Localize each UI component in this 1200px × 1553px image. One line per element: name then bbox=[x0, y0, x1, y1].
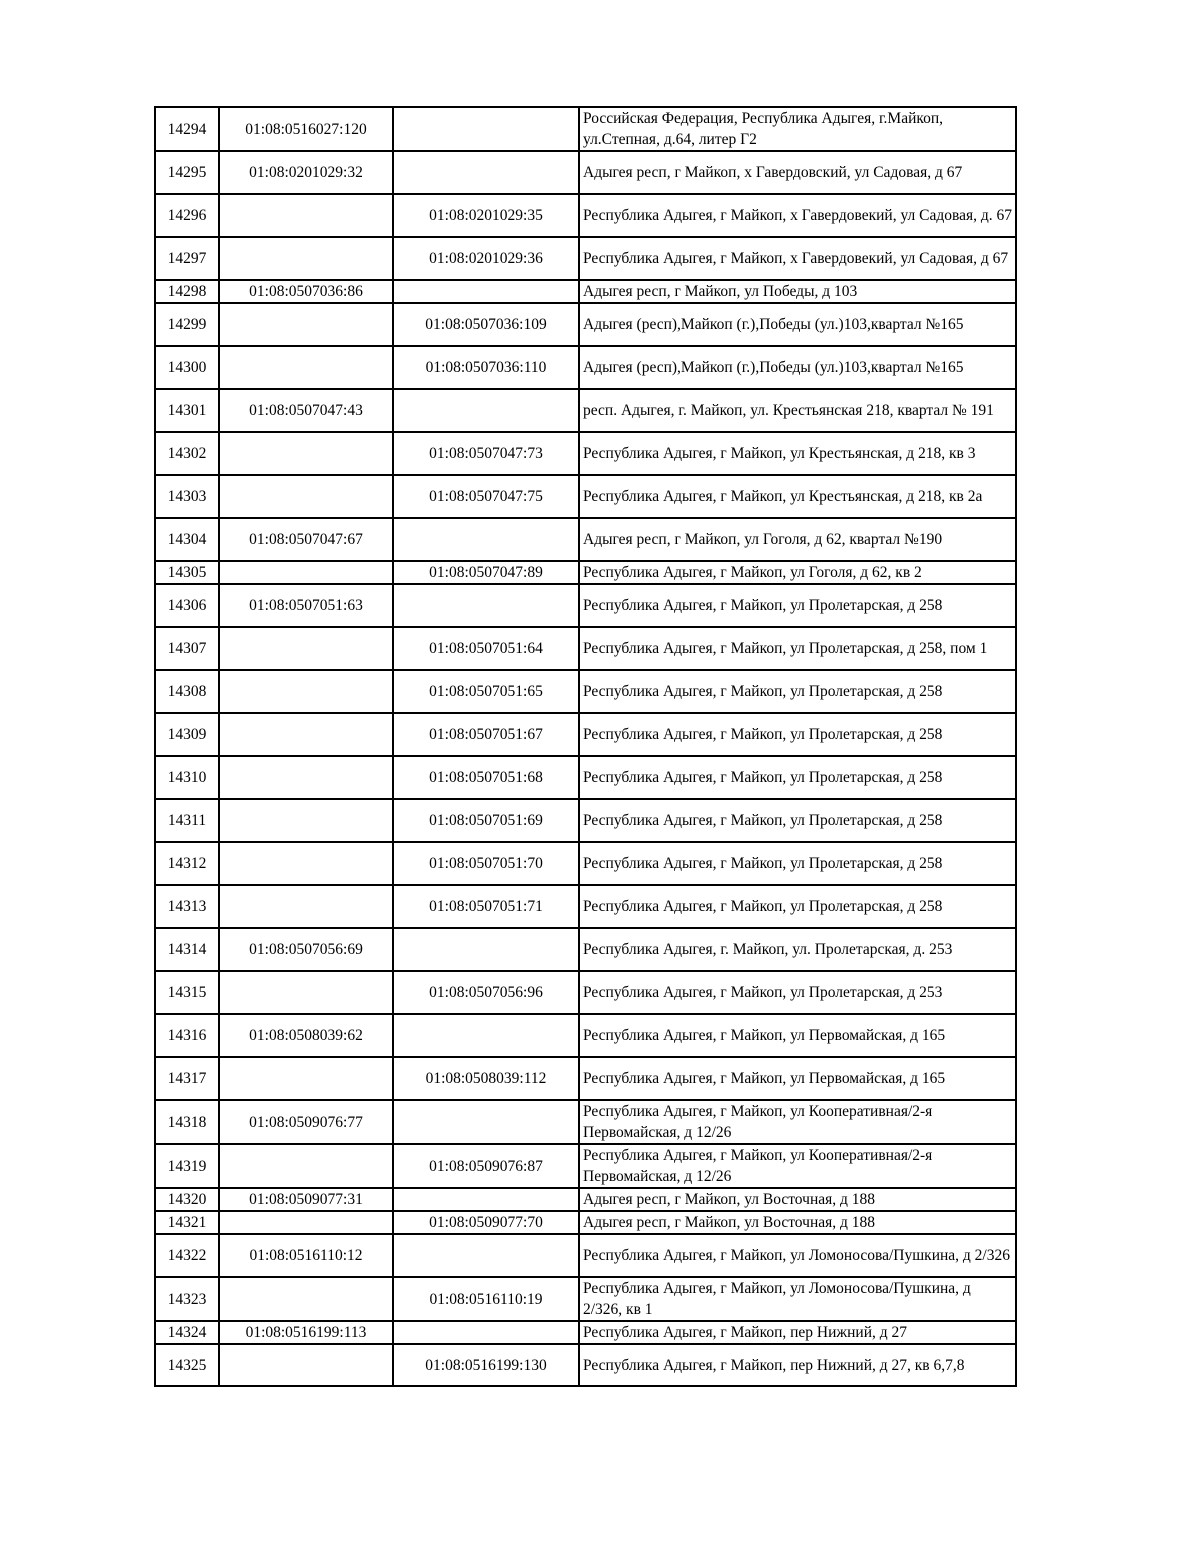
address-cell: Адыгея (респ),Майкоп (г.),Победы (ул.)103,квартал №165 bbox=[579, 303, 1016, 346]
address-cell: Республика Адыгея, г Майкоп, ул Пролетарская, д 258 bbox=[579, 885, 1016, 928]
table-row bbox=[155, 885, 1016, 928]
building-cadastral-number-cell bbox=[393, 584, 579, 627]
building-cadastral-number-cell: 01:08:0507051:68 bbox=[393, 756, 579, 799]
row-number-cell: 14304 bbox=[155, 518, 219, 561]
row-number-cell: 14310 bbox=[155, 756, 219, 799]
address-cell: Республика Адыгея, г Майкоп, х Гавердовекий, ул Садовая, д 67 bbox=[579, 237, 1016, 280]
table-row bbox=[155, 194, 1016, 237]
land-cadastral-number-cell: 01:08:0507047:43 bbox=[219, 389, 393, 432]
land-cadastral-number-cell: 01:08:0516199:113 bbox=[219, 1321, 393, 1344]
address-cell: Республика Адыгея, г Майкоп, ул Кооперативная/2-я Первомайская, д 12/26 bbox=[579, 1144, 1016, 1188]
address-cell: Республика Адыгея, г Майкоп, ул Гоголя, д 62, кв 2 bbox=[579, 561, 1016, 584]
building-cadastral-number-cell: 01:08:0507051:67 bbox=[393, 713, 579, 756]
table-row bbox=[155, 713, 1016, 756]
building-cadastral-number-cell bbox=[393, 1321, 579, 1344]
land-cadastral-number-cell bbox=[219, 842, 393, 885]
table-row bbox=[155, 799, 1016, 842]
row-number-cell: 14306 bbox=[155, 584, 219, 627]
row-number-cell: 14320 bbox=[155, 1188, 219, 1211]
address-cell: Республика Адыгея, г Майкоп, ул Крестьянская, д 218, кв 3 bbox=[579, 432, 1016, 475]
land-cadastral-number-cell bbox=[219, 237, 393, 280]
land-cadastral-number-cell bbox=[219, 561, 393, 584]
land-cadastral-number-cell bbox=[219, 303, 393, 346]
table-row bbox=[155, 1211, 1016, 1234]
address-cell: Республика Адыгея, г Майкоп, ул Пролетарская, д 258, пом 1 bbox=[579, 627, 1016, 670]
row-number-cell: 14322 bbox=[155, 1234, 219, 1277]
address-cell: Республика Адыгея, г Майкоп, ул Пролетарская, д 258 bbox=[579, 584, 1016, 627]
row-number-cell: 14309 bbox=[155, 713, 219, 756]
address-cell: Республика Адыгея, г Майкоп, ул Пролетарская, д 258 bbox=[579, 842, 1016, 885]
table-row bbox=[155, 670, 1016, 713]
land-cadastral-number-cell bbox=[219, 885, 393, 928]
table-body bbox=[155, 107, 1016, 1386]
row-number-cell: 14325 bbox=[155, 1344, 219, 1386]
row-number-cell: 14294 bbox=[155, 107, 219, 151]
address-cell: Республика Адыгея, г Майкоп, пер Нижний, д 27 bbox=[579, 1321, 1016, 1344]
address-cell: Адыгея респ, г Майкоп, ул Победы, д 103 bbox=[579, 280, 1016, 303]
table-row bbox=[155, 1014, 1016, 1057]
land-cadastral-number-cell bbox=[219, 475, 393, 518]
table-row bbox=[155, 518, 1016, 561]
table-row bbox=[155, 151, 1016, 194]
table-row bbox=[155, 627, 1016, 670]
land-cadastral-number-cell bbox=[219, 627, 393, 670]
address-cell: респ. Адыгея, г. Майкоп, ул. Крестьянская 218, квартал № 191 bbox=[579, 389, 1016, 432]
table-row bbox=[155, 584, 1016, 627]
table-row bbox=[155, 475, 1016, 518]
building-cadastral-number-cell: 01:08:0201029:35 bbox=[393, 194, 579, 237]
table-row bbox=[155, 389, 1016, 432]
land-cadastral-number-cell: 01:08:0507056:69 bbox=[219, 928, 393, 971]
building-cadastral-number-cell bbox=[393, 928, 579, 971]
table-row bbox=[155, 756, 1016, 799]
building-cadastral-number-cell: 01:08:0507047:75 bbox=[393, 475, 579, 518]
land-cadastral-number-cell bbox=[219, 1277, 393, 1321]
building-cadastral-number-cell bbox=[393, 389, 579, 432]
address-cell: Республика Адыгея, г Майкоп, ул Пролетарская, д 258 bbox=[579, 670, 1016, 713]
table-row bbox=[155, 1144, 1016, 1188]
building-cadastral-number-cell: 01:08:0507047:73 bbox=[393, 432, 579, 475]
address-cell: Республика Адыгея, г Майкоп, ул Крестьянская, д 218, кв 2а bbox=[579, 475, 1016, 518]
land-cadastral-number-cell: 01:08:0509077:31 bbox=[219, 1188, 393, 1211]
row-number-cell: 14307 bbox=[155, 627, 219, 670]
land-cadastral-number-cell bbox=[219, 346, 393, 389]
building-cadastral-number-cell bbox=[393, 1014, 579, 1057]
address-cell: Республика Адыгея, г Майкоп, ул Пролетарская, д 258 bbox=[579, 713, 1016, 756]
address-cell: Республика Адыгея, г Майкоп, ул Первомайская, д 165 bbox=[579, 1014, 1016, 1057]
building-cadastral-number-cell bbox=[393, 151, 579, 194]
table-row bbox=[155, 1188, 1016, 1211]
building-cadastral-number-cell bbox=[393, 518, 579, 561]
building-cadastral-number-cell bbox=[393, 280, 579, 303]
address-cell: Республика Адыгея, г Майкоп, ул Пролетарская, д 253 bbox=[579, 971, 1016, 1014]
address-cell: Адыгея респ, г Майкоп, х Гавердовский, ул Садовая, д 67 bbox=[579, 151, 1016, 194]
building-cadastral-number-cell: 01:08:0516110:19 bbox=[393, 1277, 579, 1321]
row-number-cell: 14317 bbox=[155, 1057, 219, 1100]
row-number-cell: 14299 bbox=[155, 303, 219, 346]
land-cadastral-number-cell: 01:08:0201029:32 bbox=[219, 151, 393, 194]
building-cadastral-number-cell: 01:08:0507051:71 bbox=[393, 885, 579, 928]
land-cadastral-number-cell: 01:08:0509076:77 bbox=[219, 1100, 393, 1144]
address-cell: Республика Адыгея, г Майкоп, ул Пролетарская, д 258 bbox=[579, 799, 1016, 842]
table-row bbox=[155, 107, 1016, 151]
table-row bbox=[155, 237, 1016, 280]
building-cadastral-number-cell bbox=[393, 1100, 579, 1144]
row-number-cell: 14312 bbox=[155, 842, 219, 885]
building-cadastral-number-cell: 01:08:0507047:89 bbox=[393, 561, 579, 584]
building-cadastral-number-cell bbox=[393, 1234, 579, 1277]
building-cadastral-number-cell: 01:08:0507036:109 bbox=[393, 303, 579, 346]
address-cell: Республика Адыгея, г Майкоп, ул Ломоносова/Пушкина, д 2/326 bbox=[579, 1234, 1016, 1277]
row-number-cell: 14314 bbox=[155, 928, 219, 971]
row-number-cell: 14324 bbox=[155, 1321, 219, 1344]
land-cadastral-number-cell: 01:08:0507036:86 bbox=[219, 280, 393, 303]
building-cadastral-number-cell: 01:08:0509076:87 bbox=[393, 1144, 579, 1188]
land-cadastral-number-cell: 01:08:0507047:67 bbox=[219, 518, 393, 561]
table-row bbox=[155, 346, 1016, 389]
land-cadastral-number-cell: 01:08:0516110:12 bbox=[219, 1234, 393, 1277]
row-number-cell: 14315 bbox=[155, 971, 219, 1014]
table-row bbox=[155, 971, 1016, 1014]
row-number-cell: 14311 bbox=[155, 799, 219, 842]
table-row bbox=[155, 1100, 1016, 1144]
table-row bbox=[155, 1344, 1016, 1386]
address-cell: Российская Федерация, Республика Адыгея, г.Майкоп, ул.Степная, д.64, литер Г2 bbox=[579, 107, 1016, 151]
land-cadastral-number-cell bbox=[219, 971, 393, 1014]
land-cadastral-number-cell: 01:08:0516027:120 bbox=[219, 107, 393, 151]
address-cell: Адыгея респ, г Майкоп, ул Восточная, д 188 bbox=[579, 1211, 1016, 1234]
address-cell: Республика Адыгея, г Майкоп, ул Первомайская, д 165 bbox=[579, 1057, 1016, 1100]
building-cadastral-number-cell: 01:08:0201029:36 bbox=[393, 237, 579, 280]
row-number-cell: 14319 bbox=[155, 1144, 219, 1188]
table-row bbox=[155, 1057, 1016, 1100]
address-cell: Республика Адыгея, г. Майкоп, ул. Пролетарская, д. 253 bbox=[579, 928, 1016, 971]
building-cadastral-number-cell: 01:08:0507051:64 bbox=[393, 627, 579, 670]
row-number-cell: 14323 bbox=[155, 1277, 219, 1321]
land-cadastral-number-cell bbox=[219, 1057, 393, 1100]
land-cadastral-number-cell bbox=[219, 756, 393, 799]
address-cell: Адыгея респ, г Майкоп, ул Гоголя, д 62, квартал №190 bbox=[579, 518, 1016, 561]
row-number-cell: 14296 bbox=[155, 194, 219, 237]
table-row bbox=[155, 1277, 1016, 1321]
building-cadastral-number-cell bbox=[393, 1188, 579, 1211]
row-number-cell: 14298 bbox=[155, 280, 219, 303]
row-number-cell: 14316 bbox=[155, 1014, 219, 1057]
building-cadastral-number-cell: 01:08:0509077:70 bbox=[393, 1211, 579, 1234]
land-cadastral-number-cell bbox=[219, 713, 393, 756]
table-row bbox=[155, 561, 1016, 584]
table-row bbox=[155, 280, 1016, 303]
table-row bbox=[155, 842, 1016, 885]
address-cell: Республика Адыгея, г Майкоп, ул Пролетарская, д 258 bbox=[579, 756, 1016, 799]
building-cadastral-number-cell: 01:08:0507036:110 bbox=[393, 346, 579, 389]
building-cadastral-number-cell: 01:08:0507051:70 bbox=[393, 842, 579, 885]
row-number-cell: 14302 bbox=[155, 432, 219, 475]
land-cadastral-number-cell bbox=[219, 194, 393, 237]
building-cadastral-number-cell: 01:08:0508039:112 bbox=[393, 1057, 579, 1100]
land-cadastral-number-cell bbox=[219, 670, 393, 713]
address-cell: Республика Адыгея, г Майкоп, ул Ломоносова/Пушкина, д 2/326, кв 1 bbox=[579, 1277, 1016, 1321]
address-cell: Адыгея респ, г Майкоп, ул Восточная, д 188 bbox=[579, 1188, 1016, 1211]
land-cadastral-number-cell bbox=[219, 1144, 393, 1188]
row-number-cell: 14318 bbox=[155, 1100, 219, 1144]
table-row bbox=[155, 928, 1016, 971]
land-cadastral-number-cell: 01:08:0507051:63 bbox=[219, 584, 393, 627]
row-number-cell: 14303 bbox=[155, 475, 219, 518]
land-cadastral-number-cell bbox=[219, 1344, 393, 1386]
cadastral-table bbox=[154, 106, 1017, 1387]
land-cadastral-number-cell bbox=[219, 432, 393, 475]
row-number-cell: 14305 bbox=[155, 561, 219, 584]
land-cadastral-number-cell bbox=[219, 1211, 393, 1234]
building-cadastral-number-cell: 01:08:0516199:130 bbox=[393, 1344, 579, 1386]
row-number-cell: 14301 bbox=[155, 389, 219, 432]
address-cell: Республика Адыгея, г Майкоп, х Гавердовекий, ул Садовая, д. 67 bbox=[579, 194, 1016, 237]
table-row bbox=[155, 432, 1016, 475]
row-number-cell: 14297 bbox=[155, 237, 219, 280]
address-cell: Адыгея (респ),Майкоп (г.),Победы (ул.)103,квартал №165 bbox=[579, 346, 1016, 389]
row-number-cell: 14313 bbox=[155, 885, 219, 928]
building-cadastral-number-cell bbox=[393, 107, 579, 151]
building-cadastral-number-cell: 01:08:0507051:69 bbox=[393, 799, 579, 842]
land-cadastral-number-cell: 01:08:0508039:62 bbox=[219, 1014, 393, 1057]
table-row bbox=[155, 1234, 1016, 1277]
row-number-cell: 14321 bbox=[155, 1211, 219, 1234]
building-cadastral-number-cell: 01:08:0507051:65 bbox=[393, 670, 579, 713]
row-number-cell: 14295 bbox=[155, 151, 219, 194]
address-cell: Республика Адыгея, г Майкоп, ул Кооперативная/2-я Первомайская, д 12/26 bbox=[579, 1100, 1016, 1144]
row-number-cell: 14308 bbox=[155, 670, 219, 713]
address-cell: Республика Адыгея, г Майкоп, пер Нижний, д 27, кв 6,7,8 bbox=[579, 1344, 1016, 1386]
table-row bbox=[155, 303, 1016, 346]
building-cadastral-number-cell: 01:08:0507056:96 bbox=[393, 971, 579, 1014]
table-row bbox=[155, 1321, 1016, 1344]
land-cadastral-number-cell bbox=[219, 799, 393, 842]
row-number-cell: 14300 bbox=[155, 346, 219, 389]
